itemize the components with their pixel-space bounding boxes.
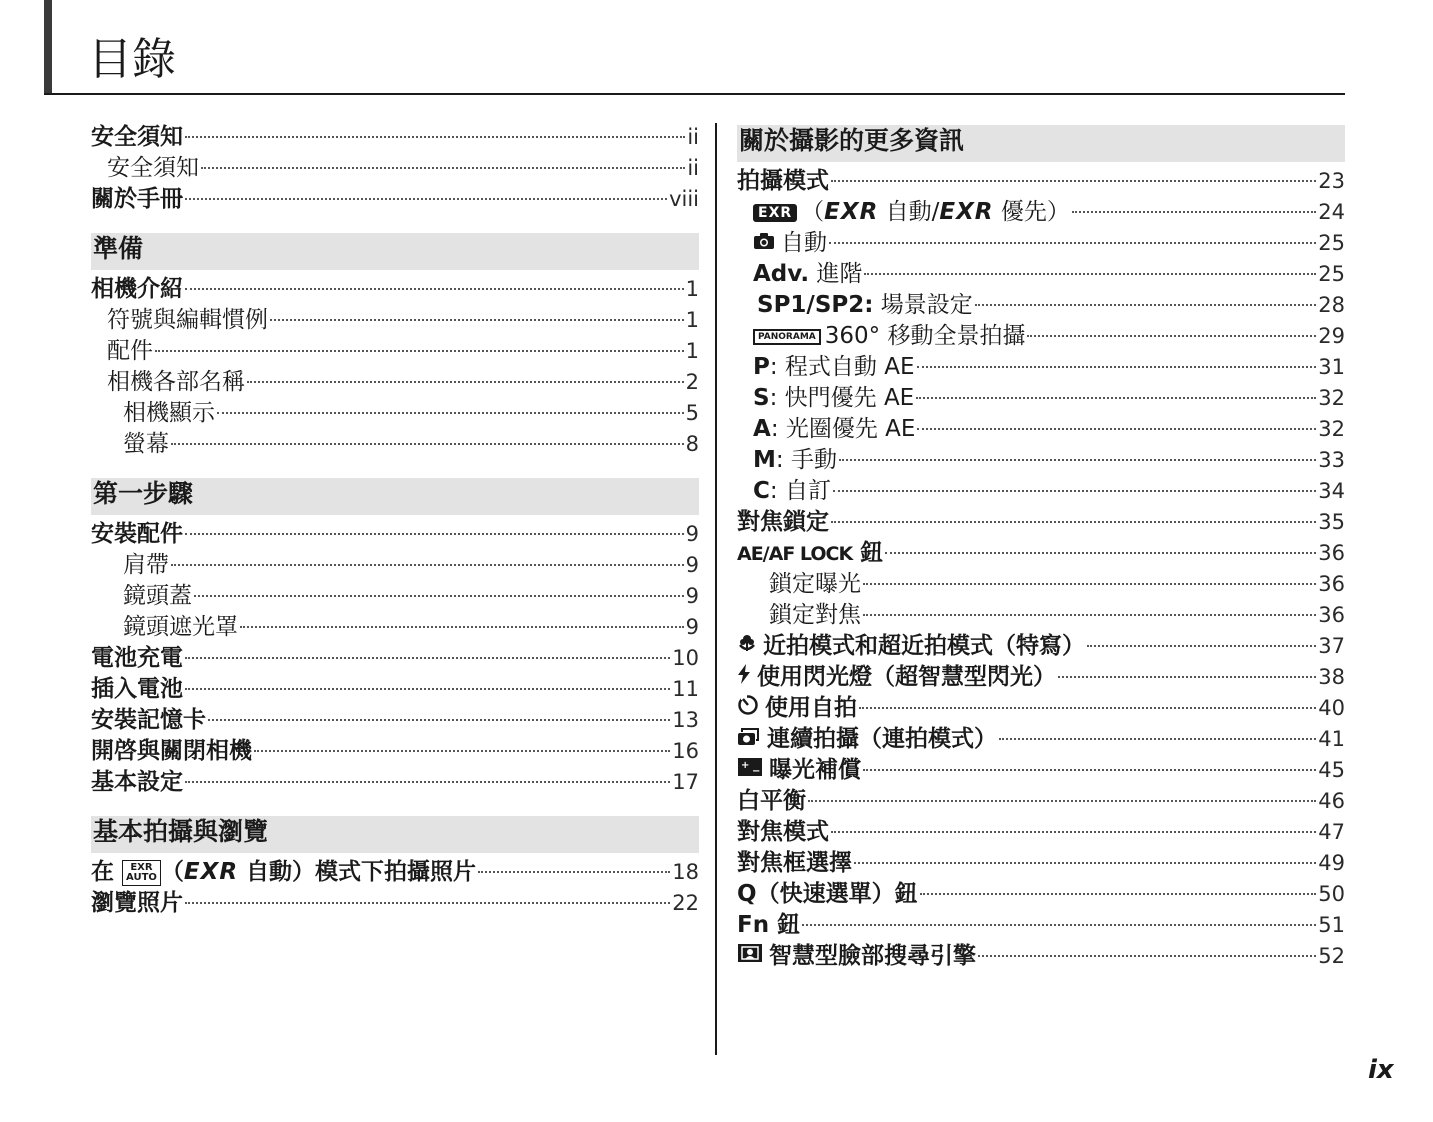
leader-dots xyxy=(975,303,1317,306)
toc-label: + − 曝光補償 xyxy=(737,755,861,786)
toc-entry[interactable] xyxy=(737,228,1345,259)
button-prefix: Fn xyxy=(737,912,770,938)
page-number: ix xyxy=(1368,1055,1394,1085)
toc-label: 鏡頭遮光罩 xyxy=(123,614,238,640)
toc-entry[interactable] xyxy=(737,600,1345,631)
leader-dots xyxy=(863,582,1316,585)
exr-mode-icon: EXR xyxy=(753,204,797,222)
toc-label: 拍攝模式 xyxy=(737,168,829,194)
leader-dots xyxy=(885,551,1316,554)
self-timer-icon xyxy=(737,693,759,724)
toc-entry[interactable] xyxy=(737,724,1345,755)
toc-label: S: 快門優先 AE xyxy=(753,385,915,411)
leader-dots xyxy=(247,380,684,383)
leader-dots xyxy=(833,489,1316,492)
mode-prefix: M xyxy=(753,447,776,473)
toc-label: 電池充電 xyxy=(91,645,183,671)
leader-dots xyxy=(1087,644,1316,647)
toc-entry[interactable] xyxy=(737,941,1345,972)
leader-dots xyxy=(1058,675,1316,678)
toc-page: 9 xyxy=(685,553,699,577)
toc-label: 基本設定 xyxy=(91,769,183,795)
toc-label: 鎖定曝光 xyxy=(769,571,861,597)
toc-entry[interactable] xyxy=(91,184,699,215)
toc-page: 9 xyxy=(685,584,699,608)
toc-page: 16 xyxy=(672,739,699,763)
leader-dots xyxy=(920,892,1317,895)
toc-entry[interactable] xyxy=(91,336,699,367)
leader-dots xyxy=(917,365,1317,368)
page-header-bar xyxy=(44,0,52,95)
toc-entry[interactable] xyxy=(737,538,1345,569)
toc-label: 安裝記憶卡 xyxy=(91,707,206,733)
toc-page: 18 xyxy=(672,860,699,884)
toc-page: 36 xyxy=(1318,603,1345,627)
camera-icon xyxy=(753,228,775,259)
toc-page: 2 xyxy=(685,370,699,394)
leader-dots xyxy=(829,241,1316,244)
toc-label xyxy=(91,857,476,888)
toc-entry[interactable] xyxy=(91,429,699,460)
svg-text:−: − xyxy=(752,766,761,777)
leader-dots xyxy=(802,923,1316,926)
leader-dots xyxy=(217,411,684,414)
leader-dots xyxy=(185,656,670,659)
toc-entry[interactable] xyxy=(91,888,699,919)
leader-dots xyxy=(863,768,1316,771)
toc-entry[interactable] xyxy=(737,197,1345,228)
toc-label: 使用自拍 xyxy=(737,693,857,724)
leader-dots xyxy=(916,396,1316,399)
toc-label-pre: 在 xyxy=(91,859,114,885)
toc-page: 25 xyxy=(1318,231,1345,255)
toc-label: 瀏覽照片 xyxy=(91,890,183,916)
toc-page: 51 xyxy=(1318,913,1345,937)
leader-dots xyxy=(864,272,1316,275)
toc-label: 安全須知 xyxy=(91,124,183,150)
toc-page: 36 xyxy=(1318,572,1345,596)
mode-prefix: A xyxy=(753,416,771,442)
mode-prefix: SP1/SP2: xyxy=(757,292,874,318)
toc-page: 8 xyxy=(685,432,699,456)
section-heading: 關於攝影的更多資訊 xyxy=(737,125,1345,162)
toc-entry[interactable] xyxy=(737,631,1345,662)
leader-dots xyxy=(208,718,670,721)
toc-entry[interactable] xyxy=(737,321,1345,352)
leader-dots xyxy=(185,287,684,290)
toc-label: 對焦模式 xyxy=(737,819,829,845)
toc-label: 安裝配件 xyxy=(91,521,183,547)
leader-dots xyxy=(270,318,684,321)
toc-page: 41 xyxy=(1318,727,1345,751)
button-prefix: Q xyxy=(737,881,757,907)
toc-page: 9 xyxy=(685,522,699,546)
leader-dots xyxy=(999,737,1316,740)
toc-label: 相機介紹 xyxy=(91,276,183,302)
leader-dots xyxy=(808,799,1316,802)
toc-entry[interactable] xyxy=(91,398,699,429)
toc-label: SP1/SP2: 場景設定 xyxy=(757,292,973,318)
toc-label: 螢幕 xyxy=(123,431,169,457)
leader-dots xyxy=(185,780,670,783)
toc-entry[interactable] xyxy=(91,612,699,643)
leader-dots xyxy=(185,901,670,904)
exr-logo-text: EXR xyxy=(183,859,239,885)
toc-label: 對焦框選擇 xyxy=(737,850,852,876)
leader-dots xyxy=(185,197,667,200)
toc-entry[interactable] xyxy=(737,166,1345,197)
toc-page: 1 xyxy=(685,308,699,332)
toc-entry[interactable] xyxy=(91,581,699,612)
toc-page: 33 xyxy=(1318,448,1345,472)
toc-entry[interactable] xyxy=(91,857,699,888)
button-prefix: AE/AF LOCK xyxy=(737,543,853,565)
leader-dots xyxy=(171,442,684,445)
section-heading: 準備 xyxy=(91,233,699,270)
toc-page: 31 xyxy=(1318,355,1345,379)
toc-label: 安全須知 xyxy=(107,155,199,181)
toc-entry[interactable] xyxy=(91,705,699,736)
page-title: 目錄 xyxy=(88,34,176,85)
toc-label: 相機顯示 xyxy=(123,400,215,426)
toc-page: 32 xyxy=(1318,386,1345,410)
toc-page: 11 xyxy=(672,677,699,701)
toc-entry[interactable] xyxy=(737,476,1345,507)
toc-label: AE/AF LOCK 鈕 xyxy=(737,540,884,566)
toc-entry[interactable] xyxy=(737,848,1345,879)
toc-label: 插入電池 xyxy=(91,676,183,702)
toc-page: 29 xyxy=(1318,324,1345,348)
mode-prefix: P xyxy=(753,354,770,380)
toc-entry[interactable] xyxy=(91,674,699,705)
paren-open: （ xyxy=(801,199,825,225)
toc-label: Adv. 進階 xyxy=(753,261,863,287)
leader-dots xyxy=(201,166,685,169)
exr-auto-mode-icon: EXR AUTO xyxy=(122,860,161,886)
exr-logo-text: EXR xyxy=(824,199,879,225)
toc-entry[interactable] xyxy=(91,274,699,305)
toc-entry[interactable] xyxy=(737,352,1345,383)
toc-entry[interactable] xyxy=(91,550,699,581)
face-detection-icon xyxy=(737,941,763,972)
toc-label: 配件 xyxy=(107,338,153,364)
toc-entry[interactable] xyxy=(91,122,699,153)
toc-entry[interactable] xyxy=(91,767,699,798)
toc-page: 50 xyxy=(1318,882,1345,906)
toc-page: 24 xyxy=(1318,200,1345,224)
toc-label: 符號與編輯慣例 xyxy=(107,307,268,333)
toc-page: 1 xyxy=(685,277,699,301)
toc-entry[interactable] xyxy=(737,259,1345,290)
toc-page: 49 xyxy=(1318,851,1345,875)
leader-dots xyxy=(839,458,1316,461)
toc-page: 37 xyxy=(1318,634,1345,658)
toc-label: P: 程式自動 AE xyxy=(753,354,915,380)
leader-dots xyxy=(978,954,1316,957)
toc-label: 智慧型臉部搜尋引擎 xyxy=(737,941,976,972)
toc-page: viii xyxy=(669,187,699,211)
leader-dots xyxy=(863,613,1316,616)
toc-entry[interactable] xyxy=(737,693,1345,724)
leader-dots xyxy=(185,687,670,690)
leader-dots xyxy=(831,179,1316,182)
section-heading: 第一步驟 xyxy=(91,478,699,515)
toc-label: 近拍模式和超近拍模式（特寫） xyxy=(737,631,1085,662)
exposure-compensation-icon xyxy=(737,755,763,786)
paren-open: （ xyxy=(160,859,184,885)
toc-entry[interactable] xyxy=(91,305,699,336)
toc-entry[interactable] xyxy=(737,569,1345,600)
toc-label: 白平衡 xyxy=(737,788,806,814)
toc-label: 連續拍攝（連拍模式） xyxy=(737,724,997,755)
toc-page: 35 xyxy=(1318,510,1345,534)
toc-entry[interactable] xyxy=(91,736,699,767)
toc-entry[interactable] xyxy=(737,445,1345,476)
leader-dots xyxy=(171,563,684,566)
toc-label-mid: 自動/ xyxy=(878,199,940,225)
leader-dots xyxy=(831,830,1316,833)
toc-entry[interactable] xyxy=(91,153,699,184)
toc-entry[interactable] xyxy=(737,414,1345,445)
toc-label: M: 手動 xyxy=(753,447,837,473)
toc-page: 34 xyxy=(1318,479,1345,503)
toc-entry[interactable] xyxy=(91,367,699,398)
toc-entry[interactable] xyxy=(91,519,699,550)
leader-dots xyxy=(240,625,684,628)
leader-dots xyxy=(185,532,684,535)
toc-entry[interactable] xyxy=(737,383,1345,414)
leader-dots xyxy=(917,427,1316,430)
toc-label-post: 優先） xyxy=(993,199,1070,225)
toc-entry[interactable] xyxy=(737,817,1345,848)
toc-entry[interactable] xyxy=(737,786,1345,817)
toc-label: 鏡頭蓋 xyxy=(123,583,192,609)
toc-page: 52 xyxy=(1318,944,1345,968)
leader-dots xyxy=(254,749,670,752)
leader-dots xyxy=(185,135,685,138)
header-rule xyxy=(44,93,1345,95)
toc-page: 23 xyxy=(1318,169,1345,193)
toc-label: 鎖定對焦 xyxy=(769,602,861,628)
toc-page: 5 xyxy=(685,401,699,425)
toc-page: 45 xyxy=(1318,758,1345,782)
leader-dots xyxy=(831,520,1316,523)
toc-page: 40 xyxy=(1318,696,1345,720)
mode-prefix: Adv. xyxy=(753,261,810,287)
leader-dots xyxy=(859,706,1316,709)
macro-icon xyxy=(737,631,757,662)
toc-label: Q（快速選單）鈕 xyxy=(737,881,918,907)
toc-label xyxy=(753,197,1070,228)
toc-page: 17 xyxy=(672,770,699,794)
toc-entry[interactable] xyxy=(737,910,1345,941)
toc-label: 對焦鎖定 xyxy=(737,509,829,535)
flash-icon xyxy=(737,662,751,693)
toc-page: 36 xyxy=(1318,541,1345,565)
toc-page: 28 xyxy=(1318,293,1345,317)
mode-prefix: S xyxy=(753,385,770,411)
section-heading: 基本拍攝與瀏覽 xyxy=(91,816,699,853)
toc-label: C: 自訂 xyxy=(753,478,831,504)
leader-dots xyxy=(478,870,670,873)
toc-label: 相機各部名稱 xyxy=(107,369,245,395)
toc-label: PANORAMA 360° 移動全景拍攝 xyxy=(753,321,1025,352)
toc-page: 1 xyxy=(685,339,699,363)
toc-page: 32 xyxy=(1318,417,1345,441)
panorama-icon: PANORAMA xyxy=(753,329,821,345)
toc-page: 13 xyxy=(672,708,699,732)
toc-left-column xyxy=(91,122,699,919)
leader-dots xyxy=(155,349,684,352)
toc-page: 22 xyxy=(672,891,699,915)
toc-page: 10 xyxy=(672,646,699,670)
toc-label: 肩帶 xyxy=(123,552,169,578)
toc-page: 38 xyxy=(1318,665,1345,689)
toc-page: 25 xyxy=(1318,262,1345,286)
column-divider xyxy=(715,123,717,1055)
exr-logo-text: EXR xyxy=(939,199,994,225)
toc-entry[interactable] xyxy=(91,643,699,674)
continuous-shooting-icon xyxy=(737,724,761,755)
leader-dots xyxy=(854,861,1316,864)
toc-entry[interactable] xyxy=(737,290,1345,321)
toc-page: 47 xyxy=(1318,820,1345,844)
toc-entry[interactable] xyxy=(737,662,1345,693)
svg-text:+: + xyxy=(741,760,750,771)
toc-entry[interactable] xyxy=(737,507,1345,538)
toc-label: 開啓與關閉相機 xyxy=(91,738,252,764)
leader-dots xyxy=(1027,334,1316,337)
toc-page: ii xyxy=(687,156,699,180)
toc-label: Fn 鈕 xyxy=(737,912,801,938)
toc-page: 9 xyxy=(685,615,699,639)
mode-prefix: C xyxy=(753,478,770,504)
toc-label: A: 光圈優先 AE xyxy=(753,416,916,442)
toc-entry[interactable] xyxy=(737,879,1345,910)
toc-right-column xyxy=(737,122,1345,972)
leader-dots xyxy=(194,594,684,597)
toc-entry[interactable] xyxy=(737,755,1345,786)
toc-label: 關於手冊 xyxy=(91,186,183,212)
toc-label: 使用閃光燈（超智慧型閃光） xyxy=(737,662,1056,693)
toc-label: 自動 xyxy=(753,228,827,259)
toc-page: ii xyxy=(687,125,699,149)
leader-dots xyxy=(1072,210,1316,213)
toc-page: 46 xyxy=(1318,789,1345,813)
toc-label-post: 自動）模式下拍攝照片 xyxy=(238,859,477,885)
